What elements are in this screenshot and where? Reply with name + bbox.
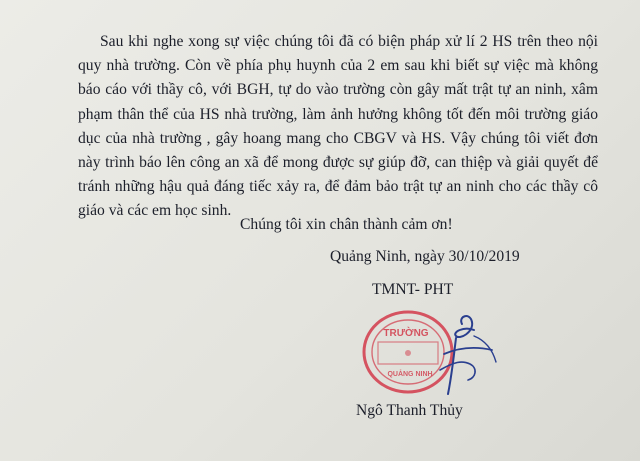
signer-name: Ngô Thanh Thủy <box>356 402 463 419</box>
stamp-text-top: TRƯỜNG <box>383 328 429 339</box>
place-date-line: Quảng Ninh, ngày 30/10/2019 <box>330 248 520 265</box>
thanks-line: Chúng tôi xin chân thành cảm ơn! <box>240 216 453 233</box>
letter-body-paragraph: Sau khi nghe xong sự việc chúng tôi đã có biện pháp xử lí 2 HS trên theo nội quy nhà trường. Còn về phía phụ huynh của 2 em sau khi biết sự việc mà không báo cáo với thầy cô, với BGH, tự do vào trường còn gây mất trật tự an ninh, xâm phạm thân thể của HS nhà trường, làm ảnh hưởng không tốt đến môi trường giáo dục của nhà trường , gây hoang mang cho CBGV và HS. Vậy chúng tôi viết đơn này trình báo lên công an xã để mong được sự giúp đỡ, can thiệp và giải quyết để tránh những hậu quả đáng tiếc xảy ra, để đảm bảo trật tự an ninh cho các thầy cô giáo và các em học sinh. <box>78 33 598 220</box>
organization-label: TMNT- PHT <box>372 281 454 298</box>
handwritten-signature <box>400 298 520 408</box>
stamp-text-bottom: QUẢNG NINH <box>387 371 433 378</box>
